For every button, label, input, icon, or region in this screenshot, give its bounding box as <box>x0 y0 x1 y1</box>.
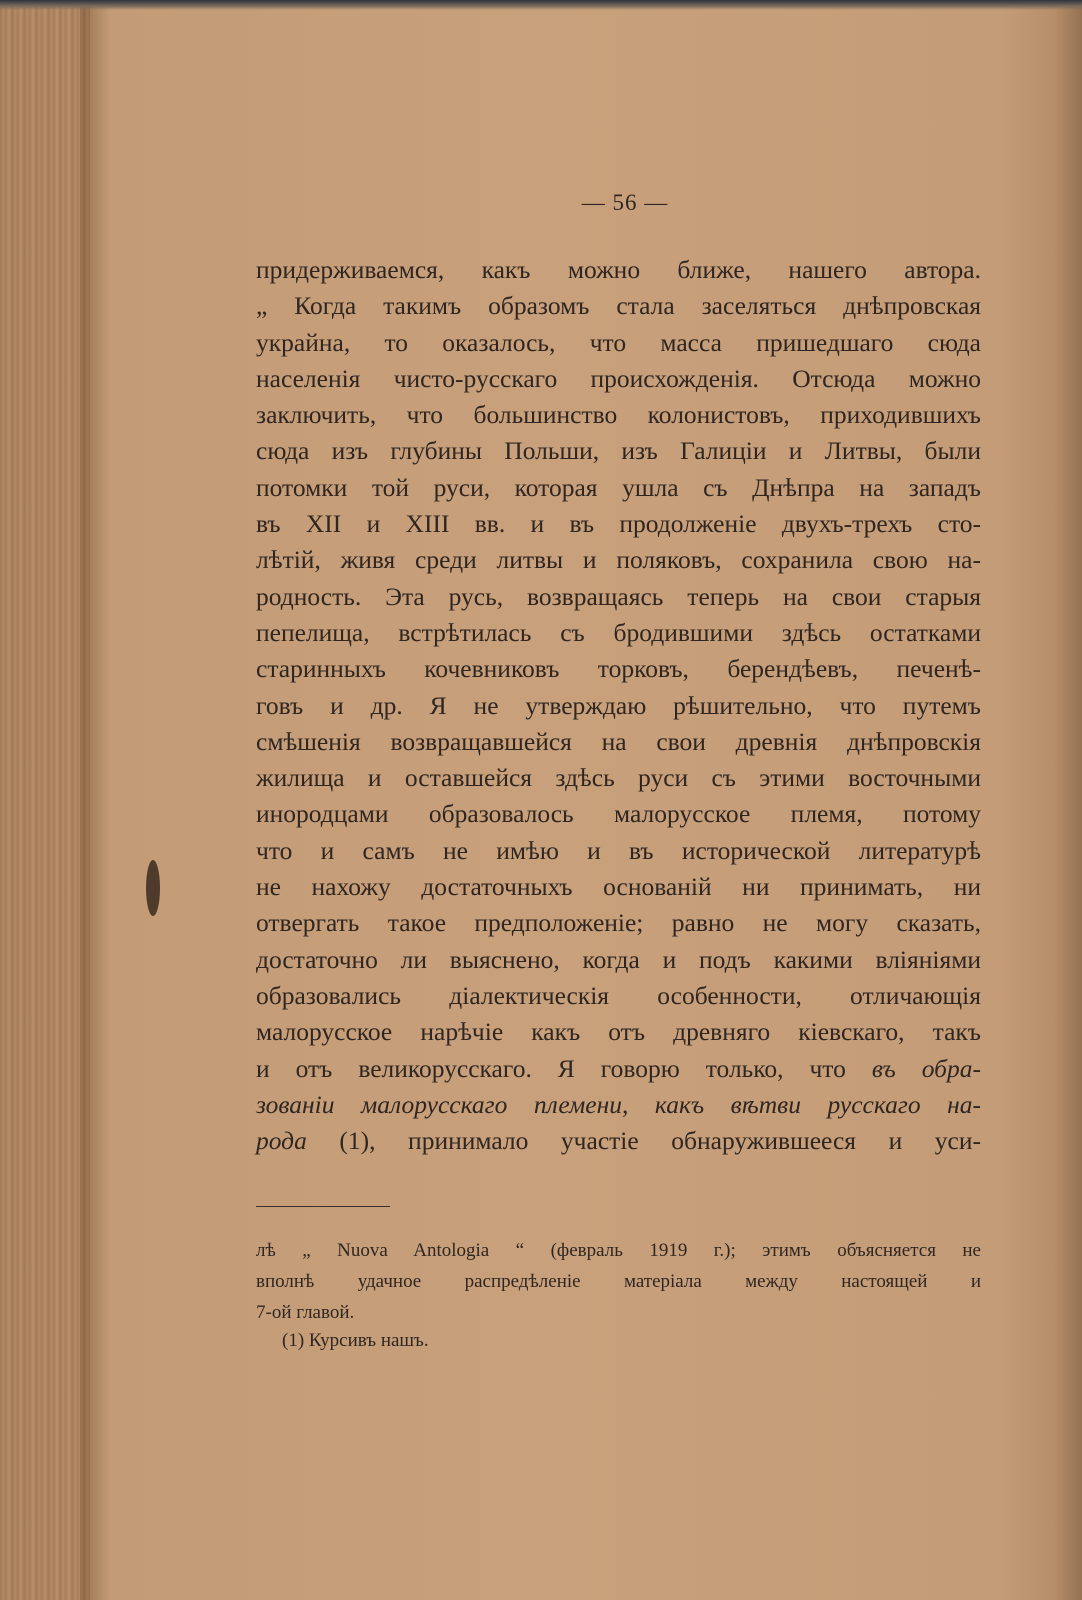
book-binding <box>0 0 90 1600</box>
text-line: смѣшенія возвращавшейся на свои древнія днѣпровскія <box>256 726 981 756</box>
text-segment: (1), принимало участіе обнаружившееся и уси- <box>306 1126 981 1156</box>
text-line: не нахожу достаточныхъ основаній ни принимать, ни <box>256 872 981 902</box>
binding-mark <box>146 860 160 916</box>
text-line <box>256 1123 981 1159</box>
italic-segment: рода <box>256 1126 307 1156</box>
text-line: родность. Эта русь, возвращаясь теперь на свои старыя <box>256 581 981 611</box>
text-line: сюда изъ глубины Польши, изъ Галиціи и Литвы, были <box>256 436 981 466</box>
italic-line: зованіи малорусскаго племени, какъ вѣтви русскаго на- <box>256 1089 981 1119</box>
text-line: достаточно ли выяснено, когда и подъ какими вліяніями <box>256 944 981 974</box>
text-line: заключить, что большинство колонистовъ, приходившихъ <box>256 400 981 430</box>
footnote-line: 7-ой главой. <box>256 1302 355 1323</box>
page-right-edge <box>1054 0 1082 1600</box>
text-line: малорусское нарѣчіе какъ отъ древняго кіевскаго, такъ <box>256 1017 981 1047</box>
text-line: старинныхъ кочевниковъ торковъ, берендѣевъ, печенѣ- <box>256 654 981 684</box>
footnote-line: лѣ „ Nuova Antologia “ (февраль 1919 г.); этимъ объясняется не <box>256 1240 981 1261</box>
italic-segment: въ обра- <box>871 1053 981 1083</box>
text-line <box>256 1051 981 1087</box>
text-line: говъ и др. Я не утверждаю рѣшительно, что путемъ <box>256 690 981 720</box>
text-line: пепелища, встрѣтилась съ бродившими здѣсь остатками <box>256 617 981 647</box>
text-line: что и самъ не имѣю и въ исторической литературѣ <box>256 835 981 865</box>
text-line: отвергать такое предположеніе; равно не могу сказать, <box>256 908 981 938</box>
text-line: инородцами образовалось малорусское племя, потому <box>256 799 981 829</box>
footnotes <box>256 1235 981 1328</box>
text-line: потомки той руси, которая ушла съ Днѣпра на западъ <box>256 472 981 502</box>
page-number: — 56 — <box>581 190 669 215</box>
text-line: „ Когда такимъ образомъ стала заселяться днѣпровская <box>256 291 981 321</box>
footnote-1: (1) Курсивъ нашъ. <box>282 1330 429 1351</box>
binding-shadow <box>80 0 110 1600</box>
text-line: образовались діалектическія особенности, отличающія <box>256 980 981 1010</box>
text-line: лѣтій, живя среди литвы и поляковъ, сохранила свою на- <box>256 545 981 575</box>
text-line: жилища и оставшейся здѣсь руси съ этими восточными <box>256 763 981 793</box>
page-top-edge <box>0 0 1082 10</box>
footnote-line: вполнѣ удачное распредѣленіе матеріала между настоящей и <box>256 1271 981 1292</box>
text-line: въ XII и XIII вв. и въ продолженіе двухъ-трехъ сто- <box>256 509 981 539</box>
text-line: украйна, то оказалось, что масса пришедшаго сюда <box>256 327 981 357</box>
text-line: населенія чисто-русскаго происхожденія. Отсюда можно <box>256 363 981 393</box>
text-segment: и отъ великорусскаго. Я говорю только, что <box>256 1053 872 1083</box>
body-text <box>256 252 981 1159</box>
text-line: придерживаемся, какъ можно ближе, нашего автора. <box>256 255 981 284</box>
footnote-rule <box>256 1206 390 1207</box>
